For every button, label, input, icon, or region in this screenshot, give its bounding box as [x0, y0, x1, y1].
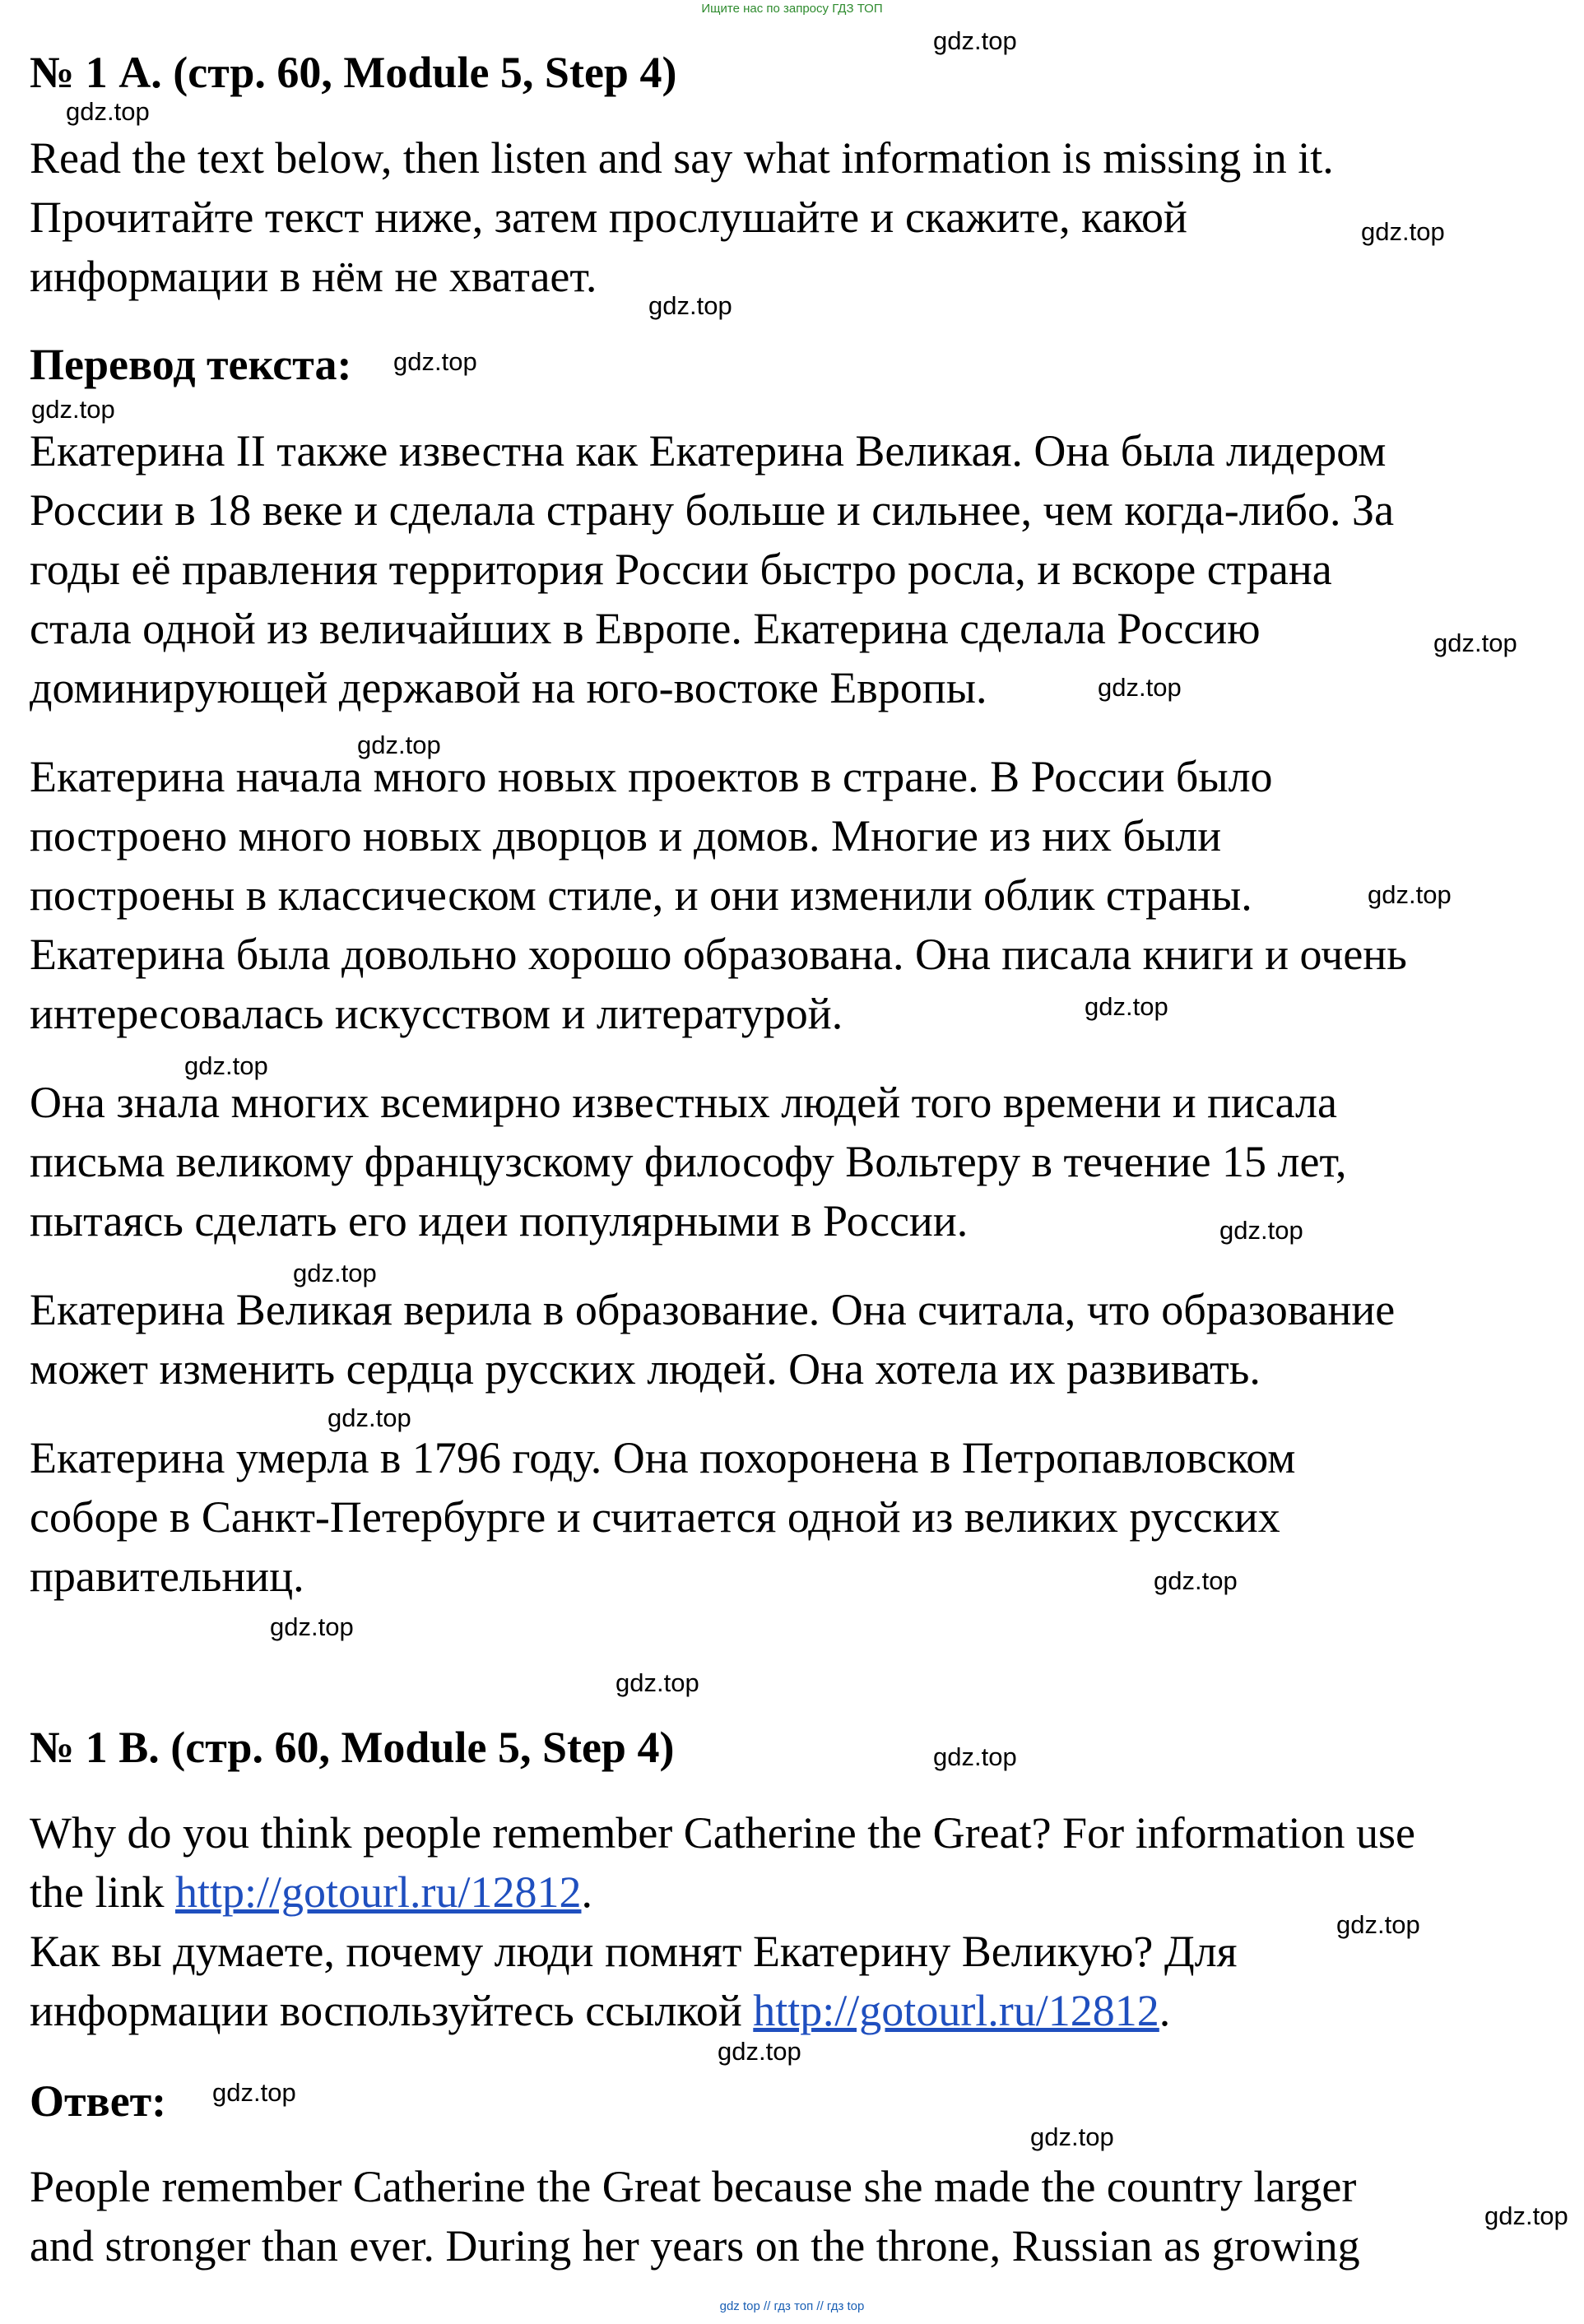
watermark-text: gdz.top [327, 1403, 411, 1432]
watermark-text: gdz.top [1361, 217, 1445, 246]
watermark-text: gdz.top [293, 1259, 377, 1287]
watermark-text: gdz.top [1219, 1216, 1303, 1245]
paragraph-line: построены в классическом стиле, и они изменили облик страны. [30, 870, 1252, 920]
question-en-line: Why do you think people remember Catherine the Great? For information use [30, 1808, 1415, 1858]
paragraph-line: доминирующей державой на юго-востоке Европы. [30, 663, 987, 712]
instruction-line: информации в нём не хватает. [30, 252, 597, 301]
paragraph-line: годы её правления территория России быстро росла, и вскоре страна [30, 545, 1332, 594]
answer-label: Ответ: [30, 2076, 167, 2126]
translation-heading: Перевод текста: [30, 340, 352, 389]
translation-paragraph-2 [30, 747, 1560, 1043]
watermark-text: gdz.top [615, 1668, 699, 1697]
watermark-text: gdz.top [270, 1612, 354, 1641]
watermark-text: gdz.top [212, 2078, 296, 2107]
paragraph-line: Екатерина была довольно хорошо образована. Она писала книги и очень [30, 930, 1407, 979]
paragraph-line: Она знала многих всемирно известных людей того времени и писала [30, 1078, 1337, 1127]
question-ru-line: Как вы думаете, почему люди помнят Екатерину Великую? Для [30, 1927, 1238, 1976]
translation-paragraph-5 [30, 1428, 1560, 1606]
question-ru-suffix: . [1159, 1986, 1171, 2035]
answer-line: and stronger than ever. During her years on the throne, Russian as growing [30, 2221, 1360, 2271]
paragraph-line: построено много новых дворцов и домов. Многие из них были [30, 811, 1222, 860]
watermark-text: gdz.top [933, 1742, 1017, 1771]
watermark-text: gdz.top [1484, 2201, 1568, 2230]
task-a-instruction [30, 128, 1560, 306]
paragraph-line: пытаясь сделать его идеи популярными в России. [30, 1196, 969, 1245]
task-b-question [30, 1803, 1560, 2040]
search-banner: Ищите нас по запросу ГДЗ ТОП [701, 2, 883, 16]
paragraph-line: правительниц. [30, 1552, 304, 1601]
watermark-text: gdz.top [393, 347, 477, 376]
paragraph-line: Екатерина умерла в 1796 году. Она похоронена в Петропавловском [30, 1433, 1296, 1482]
paragraph-line: России в 18 веке и сделала страну больше и сильнее, чем когда-либо. За [30, 485, 1395, 535]
footer-text: gdz top // гдз топ // гдз top [719, 2299, 865, 2313]
watermark-text: gdz.top [718, 2037, 801, 2066]
watermark-text: gdz.top [648, 291, 732, 320]
paragraph-line: письма великому французскому философу Вольтеру в течение 15 лет, [30, 1137, 1347, 1186]
answer-line: People remember Catherine the Great because she made the country larger [30, 2162, 1357, 2211]
watermark-text: gdz.top [357, 731, 441, 759]
watermark-text: gdz.top [184, 1051, 268, 1080]
instruction-line: Прочитайте текст ниже, затем прослушайте и скажите, какой [30, 193, 1187, 242]
question-en-suffix: . [581, 1867, 592, 1917]
translation-paragraph-3 [30, 1073, 1560, 1250]
paragraph-line: стала одной из величайших в Европе. Екатерина сделала Россию [30, 604, 1261, 653]
paragraph-line: соборе в Санкт-Петербурге и считается одной из великих русских [30, 1492, 1280, 1542]
paragraph-line: Екатерина II также известна как Екатерина Великая. Она была лидером [30, 426, 1387, 475]
gotourl-link-en[interactable]: http://gotourl.ru/12812 [174, 1867, 582, 1917]
watermark-text: gdz.top [66, 97, 150, 126]
gotourl-link-ru[interactable]: http://gotourl.ru/12812 [753, 1986, 1159, 2035]
question-ru-prefix: информации воспользуйтесь ссылкой [30, 1986, 754, 2035]
watermark-text: gdz.top [31, 395, 115, 424]
watermark-text: gdz.top [1030, 2122, 1114, 2151]
watermark-text: gdz.top [933, 26, 1017, 55]
paragraph-line: интересовалась искусством и литературой. [30, 989, 843, 1038]
task-a-heading: № 1 А. (стр. 60, Module 5, Step 4) [30, 48, 677, 97]
paragraph-line: может изменить сердца русских людей. Она хотела их развивать. [30, 1344, 1261, 1394]
question-en-line [30, 1862, 1560, 1922]
watermark-text: gdz.top [1368, 880, 1452, 909]
task-b-heading: № 1 В. (стр. 60, Module 5, Step 4) [30, 1723, 675, 1772]
watermark-text: gdz.top [1433, 629, 1517, 657]
question-ru-line [30, 1981, 1560, 2040]
translation-paragraph-1 [30, 421, 1560, 717]
watermark-text: gdz.top [1085, 992, 1168, 1021]
watermark-text: gdz.top [1098, 673, 1182, 702]
answer-text [30, 2157, 1560, 2275]
question-en-prefix: the link [30, 1867, 175, 1917]
translation-paragraph-4 [30, 1280, 1560, 1399]
instruction-line: Read the text below, then listen and say what information is missing in it. [30, 133, 1334, 183]
watermark-text: gdz.top [1336, 1910, 1420, 1939]
paragraph-line: Екатерина начала много новых проектов в стране. В России было [30, 752, 1273, 801]
watermark-text: gdz.top [1154, 1566, 1238, 1595]
paragraph-line: Екатерина Великая верила в образование. Она считала, что образование [30, 1285, 1396, 1334]
